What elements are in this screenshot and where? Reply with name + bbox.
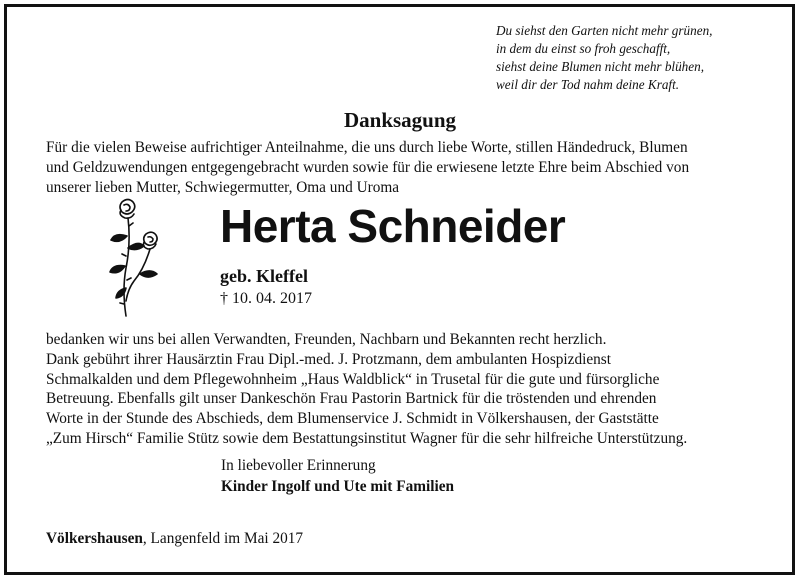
poem-line: weil dir der Tod nahm deine Kraft. (496, 77, 680, 92)
place-date (46, 530, 303, 548)
closing-block (221, 455, 454, 497)
thanks-line: Schmalkalden und dem Pflegewohnheim „Haus Waldblick“ in Trusetal für die gute und fürsorgliche (46, 370, 660, 388)
rose-icon (100, 196, 172, 320)
thanks-line: „Zum Hirsch“ Familie Stütz sowie dem Bestattungsinstitut Wagner für die sehr hilfreiche Unterstützung. (46, 429, 688, 447)
closing-line: In liebevoller Erinnerung (221, 457, 376, 474)
poem-line: Du siehst den Garten nicht mehr grünen, (496, 23, 713, 38)
place-town: Völkershausen (46, 530, 143, 547)
poem (496, 22, 786, 94)
place-rest: , Langenfeld im Mai 2017 (142, 530, 304, 547)
page-title: Danksagung (343, 108, 457, 132)
death-date: † 10. 04. 2017 (220, 290, 312, 307)
thanks-line: Betreuung. Ebenfalls gilt unser Dankeschön Frau Pastorin Bartnick für die tröstenden und ehrenden (46, 390, 657, 408)
thanks-paragraph (46, 330, 761, 449)
thanks-line: Worte in der Stunde des Abschieds, dem Blumenservice J. Schmidt in Völkershausen, der Gaststätte (46, 410, 659, 428)
intro-paragraph (46, 138, 761, 197)
intro-line: Für die vielen Beweise aufrichtiger Anteilnahme, die uns durch liebe Worte, stillen Händedruck, Blumen (46, 139, 688, 156)
intro-line: und Geldzuwendungen entgegengebracht wurden sowie für die erwiesene letzte Ehre beim Abschied von (46, 158, 690, 176)
deceased-name: Herta Schneider (220, 200, 566, 252)
intro-line: unserer lieben Mutter, Schwiegermutter, Oma und Uroma (46, 178, 400, 196)
thanks-line: bedanken wir uns bei allen Verwandten, Freunden, Nachbarn und Bekannten recht herzlich. (46, 331, 607, 348)
maiden-name: geb. Kleffel (220, 266, 308, 286)
signature-line: Kinder Ingolf und Ute mit Familien (221, 478, 455, 495)
poem-line: siehst deine Blumen nicht mehr blühen, (496, 59, 705, 74)
thanks-line: Dank gebührt ihrer Hausärztin Frau Dipl.-med. J. Protzmann, dem ambulanten Hospizdienst (46, 350, 611, 368)
poem-line: in dem du einst so froh geschafft, (496, 41, 671, 56)
